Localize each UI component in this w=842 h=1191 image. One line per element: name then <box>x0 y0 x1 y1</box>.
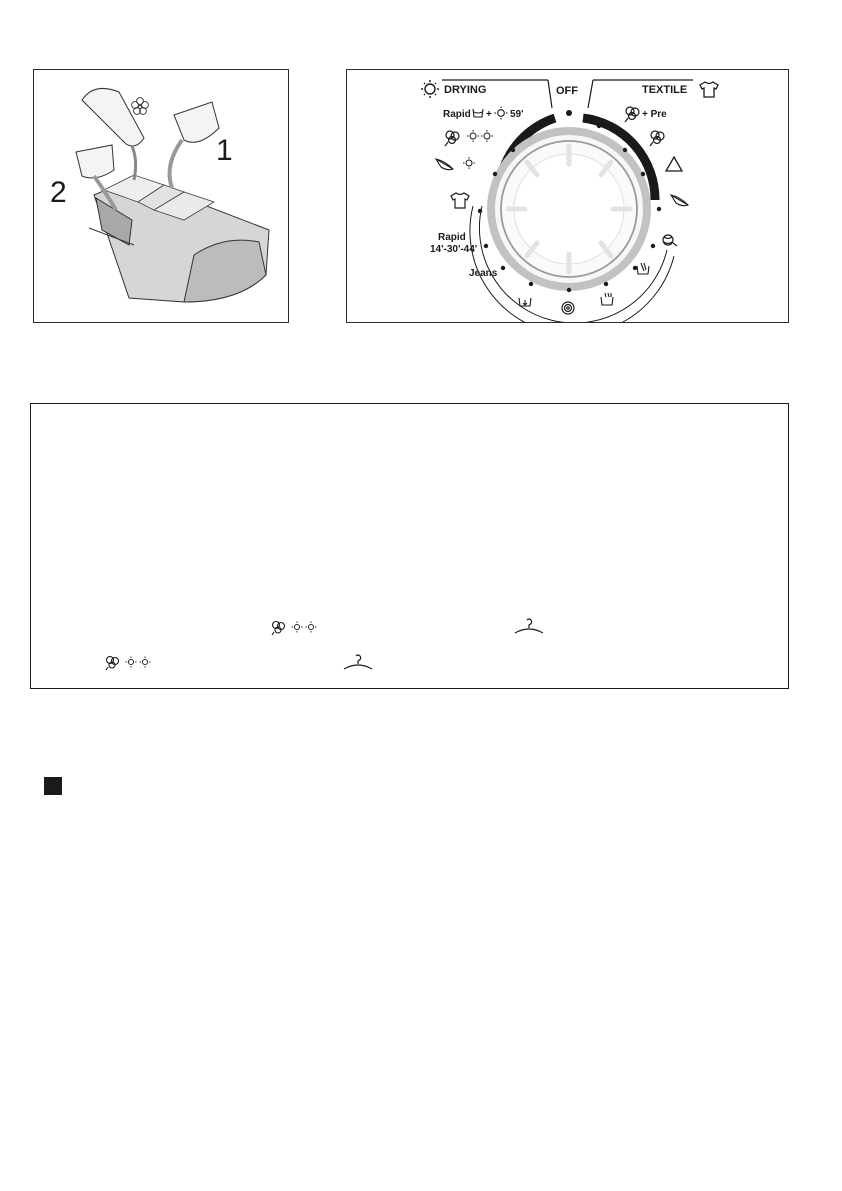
hand-wash-icon <box>637 263 649 274</box>
spin-icon <box>562 302 574 314</box>
cotton-flower-icon <box>445 131 459 146</box>
sun-icon <box>495 107 508 120</box>
rinse-icon <box>601 293 613 305</box>
sun-icon <box>463 157 475 169</box>
off-indicator <box>566 110 572 116</box>
detergent-drawer-illustration <box>33 69 289 323</box>
feather-icon <box>436 159 453 170</box>
wash-tub-icon <box>473 109 483 117</box>
feather-icon <box>671 195 688 206</box>
sun-icon <box>140 657 151 668</box>
drain-icon <box>519 298 531 306</box>
sun-icon <box>306 622 317 633</box>
compartment-label-1: 1 <box>216 134 233 167</box>
triangle-icon <box>666 157 682 171</box>
cotton-flower-icon <box>625 107 639 122</box>
sun-icon <box>126 657 137 668</box>
program-dial-illustration <box>346 69 789 323</box>
sun-icon <box>292 622 303 633</box>
drying-label: DRYING <box>444 84 487 96</box>
shirt-icon <box>700 82 718 97</box>
note-row-1 <box>269 617 329 637</box>
svg-text:+: + <box>486 109 492 120</box>
pre-label: + Pre <box>642 109 667 120</box>
jeans-label: Jeans <box>469 268 498 279</box>
rapid-wash-times: 14'-30'-44' <box>430 244 478 255</box>
note-row-2 <box>103 652 163 672</box>
sun-icon <box>421 80 439 98</box>
sun-icon <box>467 130 479 142</box>
sun-icon <box>481 130 493 142</box>
cotton-flower-icon <box>106 657 119 671</box>
compartment-label-2: 2 <box>50 176 67 209</box>
textile-label: TEXTILE <box>642 84 688 96</box>
note-box <box>30 403 789 689</box>
hanger-icon <box>342 653 374 673</box>
off-label: OFF <box>556 85 578 97</box>
hanger-icon <box>513 617 545 637</box>
rapid-dry-time: 59' <box>510 109 524 120</box>
cotton-flower-icon <box>650 131 664 146</box>
shirt-icon <box>451 193 469 208</box>
wool-skein-icon <box>663 235 677 246</box>
rapid-wash-label: Rapid <box>438 232 466 243</box>
section-marker <box>44 777 62 795</box>
rapid-dry-label: Rapid <box>443 109 471 120</box>
cotton-flower-icon <box>272 622 285 636</box>
flower-softener-icon <box>132 98 149 115</box>
